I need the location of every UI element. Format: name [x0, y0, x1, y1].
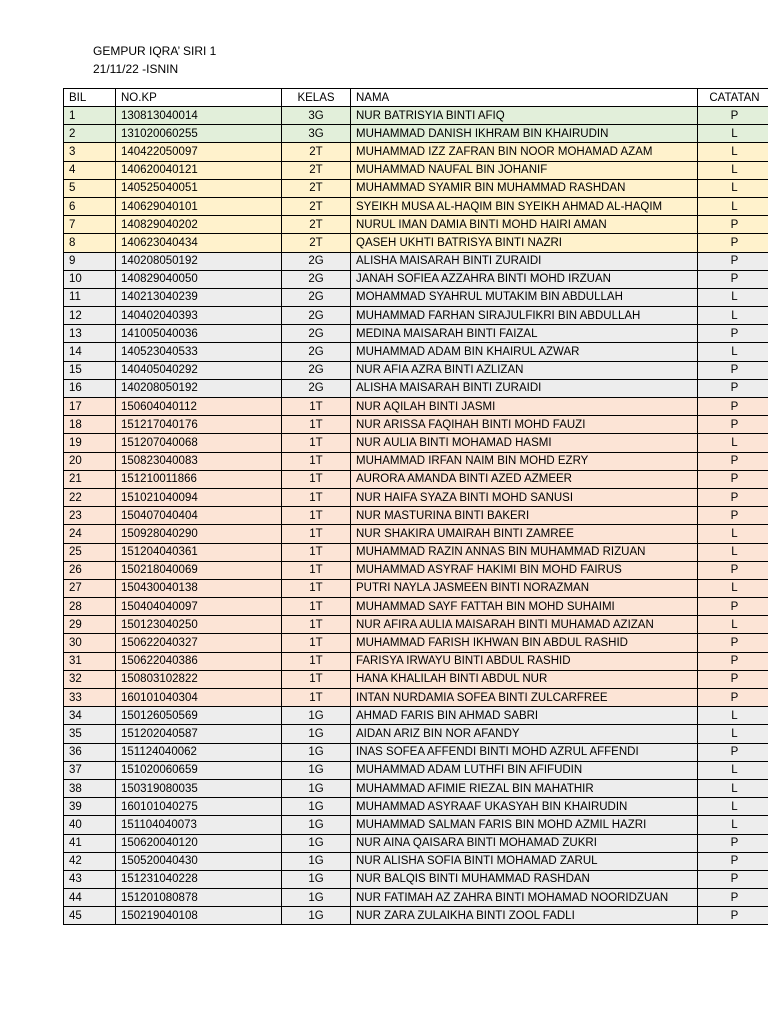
- table-row: [64, 798, 768, 816]
- cell-catatan: L: [698, 179, 768, 197]
- cell-nokp: 140525040051: [116, 179, 282, 197]
- cell-nokp: 150126050569: [116, 707, 282, 725]
- cell-nama: NUR MASTURINA BINTI BAKERI: [351, 507, 698, 525]
- cell-kelas: 1T: [282, 561, 351, 579]
- cell-nama: MUHAMMAD FARISH IKHWAN BIN ABDUL RASHID: [351, 634, 698, 652]
- cell-nama: MUHAMMAD AFIMIE RIEZAL BIN MAHATHIR: [351, 779, 698, 797]
- cell-nama: NUR ZARA ZULAIKHA BINTI ZOOL FADLI: [351, 907, 698, 925]
- cell-catatan: L: [698, 761, 768, 779]
- table-row: [64, 616, 768, 634]
- cell-bil: 6: [64, 197, 116, 215]
- cell-catatan: L: [698, 525, 768, 543]
- cell-catatan: P: [698, 507, 768, 525]
- cell-bil: 13: [64, 325, 116, 343]
- table-row: [64, 416, 768, 434]
- table-row: [64, 889, 768, 907]
- table-row: [64, 907, 768, 925]
- cell-kelas: 1T: [282, 452, 351, 470]
- cell-nama: AIDAN ARIZ BIN NOR AFANDY: [351, 725, 698, 743]
- cell-nokp: 140405040292: [116, 361, 282, 379]
- cell-bil: 24: [64, 525, 116, 543]
- cell-bil: 9: [64, 252, 116, 270]
- cell-nama: NUR AFIRA AULIA MAISARAH BINTI MUHAMAD AZIZAN: [351, 616, 698, 634]
- cell-nama: MEDINA MAISARAH BINTI FAIZAL: [351, 325, 698, 343]
- table-row: [64, 307, 768, 325]
- cell-bil: 31: [64, 652, 116, 670]
- document-header: [93, 42, 216, 78]
- cell-kelas: 1G: [282, 834, 351, 852]
- cell-catatan: P: [698, 234, 768, 252]
- cell-catatan: L: [698, 197, 768, 215]
- cell-catatan: L: [698, 143, 768, 161]
- cell-bil: 44: [64, 889, 116, 907]
- cell-kelas: 2T: [282, 234, 351, 252]
- cell-nokp: 151201080878: [116, 889, 282, 907]
- cell-nama: MUHAMMAD FARHAN SIRAJULFIKRI BIN ABDULLAH: [351, 307, 698, 325]
- cell-catatan: P: [698, 252, 768, 270]
- cell-nama: MUHAMMAD IZZ ZAFRAN BIN NOOR MOHAMAD AZAM: [351, 143, 698, 161]
- cell-catatan: P: [698, 907, 768, 925]
- cell-kelas: 1T: [282, 579, 351, 597]
- cell-catatan: L: [698, 125, 768, 143]
- table-row: [64, 197, 768, 215]
- cell-kelas: 1G: [282, 889, 351, 907]
- column-header-catatan: CATATAN: [698, 89, 768, 107]
- table-row: [64, 488, 768, 506]
- cell-catatan: L: [698, 707, 768, 725]
- cell-bil: 32: [64, 670, 116, 688]
- cell-nokp: 140208050192: [116, 252, 282, 270]
- cell-nokp: 140829040050: [116, 270, 282, 288]
- table-row: [64, 379, 768, 397]
- cell-nokp: 151104040073: [116, 816, 282, 834]
- table-row: [64, 525, 768, 543]
- cell-kelas: 2G: [282, 307, 351, 325]
- cell-nokp: 150404040097: [116, 598, 282, 616]
- cell-kelas: 2G: [282, 325, 351, 343]
- cell-kelas: 1T: [282, 434, 351, 452]
- cell-catatan: L: [698, 543, 768, 561]
- cell-bil: 29: [64, 616, 116, 634]
- cell-bil: 22: [64, 488, 116, 506]
- cell-kelas: 1T: [282, 689, 351, 707]
- cell-bil: 23: [64, 507, 116, 525]
- table-row: [64, 579, 768, 597]
- cell-nokp: 150430040138: [116, 579, 282, 597]
- cell-nama: PUTRI NAYLA JASMEEN BINTI NORAZMAN: [351, 579, 698, 597]
- cell-catatan: L: [698, 579, 768, 597]
- cell-nama: NURUL IMAN DAMIA BINTI MOHD HAIRI AMAN: [351, 216, 698, 234]
- table-row: [64, 470, 768, 488]
- cell-catatan: P: [698, 852, 768, 870]
- table-row: [64, 179, 768, 197]
- cell-nokp: 140213040239: [116, 288, 282, 306]
- cell-catatan: P: [698, 488, 768, 506]
- cell-catatan: P: [698, 634, 768, 652]
- cell-kelas: 1T: [282, 670, 351, 688]
- cell-nokp: 140402040393: [116, 307, 282, 325]
- cell-nokp: 150520040430: [116, 852, 282, 870]
- table-row: [64, 743, 768, 761]
- cell-bil: 5: [64, 179, 116, 197]
- column-header-nama: NAMA: [351, 89, 698, 107]
- cell-bil: 10: [64, 270, 116, 288]
- cell-catatan: P: [698, 325, 768, 343]
- cell-nokp: 151202040587: [116, 725, 282, 743]
- cell-nokp: 150218040069: [116, 561, 282, 579]
- cell-nokp: 150407040404: [116, 507, 282, 525]
- cell-nama: MUHAMMAD ADAM LUTHFI BIN AFIFUDIN: [351, 761, 698, 779]
- cell-kelas: 1T: [282, 507, 351, 525]
- cell-bil: 2: [64, 125, 116, 143]
- cell-nama: MUHAMMAD SYAMIR BIN MUHAMMAD RASHDAN: [351, 179, 698, 197]
- table-row: [64, 761, 768, 779]
- cell-bil: 18: [64, 416, 116, 434]
- column-header-nokp: NO.KP: [116, 89, 282, 107]
- cell-catatan: L: [698, 779, 768, 797]
- table-row: [64, 452, 768, 470]
- cell-bil: 21: [64, 470, 116, 488]
- cell-nama: MUHAMMAD IRFAN NAIM BIN MOHD EZRY: [351, 452, 698, 470]
- document-title: GEMPUR IQRA’ SIRI 1: [93, 44, 217, 58]
- table-row: [64, 234, 768, 252]
- cell-nama: INAS SOFEA AFFENDI BINTI MOHD AZRUL AFFENDI: [351, 743, 698, 761]
- cell-nama: SYEIKH MUSA AL-HAQIM BIN SYEIKH AHMAD AL-HAQIM: [351, 197, 698, 215]
- cell-nama: NUR SHAKIRA UMAIRAH BINTI ZAMREE: [351, 525, 698, 543]
- cell-nokp: 151124040062: [116, 743, 282, 761]
- cell-kelas: 2T: [282, 143, 351, 161]
- cell-bil: 15: [64, 361, 116, 379]
- cell-nokp: 140620040121: [116, 161, 282, 179]
- cell-kelas: 1T: [282, 470, 351, 488]
- cell-nama: MUHAMMAD DANISH IKHRAM BIN KHAIRUDIN: [351, 125, 698, 143]
- cell-nokp: 151020060659: [116, 761, 282, 779]
- cell-kelas: 2T: [282, 161, 351, 179]
- cell-catatan: P: [698, 470, 768, 488]
- cell-nokp: 140829040202: [116, 216, 282, 234]
- cell-nama: JANAH SOFIEA AZZAHRA BINTI MOHD IRZUAN: [351, 270, 698, 288]
- cell-catatan: P: [698, 216, 768, 234]
- cell-kelas: 2G: [282, 361, 351, 379]
- cell-kelas: 1G: [282, 907, 351, 925]
- cell-bil: 28: [64, 598, 116, 616]
- cell-kelas: 1G: [282, 852, 351, 870]
- cell-kelas: 1G: [282, 798, 351, 816]
- cell-nama: NUR BATRISYIA BINTI AFIQ: [351, 107, 698, 125]
- table-row: [64, 852, 768, 870]
- cell-nama: MUHAMMAD ADAM BIN KHAIRUL AZWAR: [351, 343, 698, 361]
- cell-bil: 43: [64, 870, 116, 888]
- cell-nokp: 150219040108: [116, 907, 282, 925]
- cell-kelas: 1T: [282, 598, 351, 616]
- cell-nokp: 150604040112: [116, 398, 282, 416]
- cell-kelas: 1T: [282, 543, 351, 561]
- cell-nokp: 151210011866: [116, 470, 282, 488]
- table-row: [64, 434, 768, 452]
- cell-catatan: L: [698, 798, 768, 816]
- cell-catatan: P: [698, 379, 768, 397]
- cell-bil: 40: [64, 816, 116, 834]
- column-header-bil: BIL: [64, 89, 116, 107]
- cell-kelas: 1G: [282, 725, 351, 743]
- cell-catatan: P: [698, 743, 768, 761]
- table-body: [64, 107, 768, 925]
- cell-nokp: 151204040361: [116, 543, 282, 561]
- cell-nama: NUR HAIFA SYAZA BINTI MOHD SANUSI: [351, 488, 698, 506]
- cell-nama: AHMAD FARIS BIN AHMAD SABRI: [351, 707, 698, 725]
- cell-bil: 19: [64, 434, 116, 452]
- cell-bil: 1: [64, 107, 116, 125]
- cell-kelas: 1T: [282, 398, 351, 416]
- cell-bil: 39: [64, 798, 116, 816]
- cell-catatan: P: [698, 270, 768, 288]
- cell-catatan: P: [698, 416, 768, 434]
- cell-nama: MUHAMMAD SAYF FATTAH BIN MOHD SUHAIMI: [351, 598, 698, 616]
- cell-bil: 41: [64, 834, 116, 852]
- cell-catatan: L: [698, 816, 768, 834]
- cell-kelas: 1T: [282, 652, 351, 670]
- table-row: [64, 652, 768, 670]
- cell-nama: NUR ARISSA FAQIHAH BINTI MOHD FAUZI: [351, 416, 698, 434]
- table-row: [64, 689, 768, 707]
- cell-nama: MUHAMMAD RAZIN ANNAS BIN MUHAMMAD RIZUAN: [351, 543, 698, 561]
- cell-bil: 30: [64, 634, 116, 652]
- cell-nokp: 160101040275: [116, 798, 282, 816]
- table-row: [64, 143, 768, 161]
- cell-nokp: 150620040120: [116, 834, 282, 852]
- table-header-row: [64, 89, 768, 107]
- cell-nama: ALISHA MAISARAH BINTI ZURAIDI: [351, 252, 698, 270]
- cell-nama: NUR AQILAH BINTI JASMI: [351, 398, 698, 416]
- table-row: [64, 161, 768, 179]
- cell-nokp: 150803102822: [116, 670, 282, 688]
- cell-bil: 20: [64, 452, 116, 470]
- cell-catatan: L: [698, 288, 768, 306]
- cell-catatan: L: [698, 343, 768, 361]
- cell-nama: QASEH UKHTI BATRISYA BINTI NAZRI: [351, 234, 698, 252]
- cell-nama: MUHAMMAD NAUFAL BIN JOHANIF: [351, 161, 698, 179]
- cell-nokp: 150928040290: [116, 525, 282, 543]
- table-row: [64, 398, 768, 416]
- cell-catatan: P: [698, 834, 768, 852]
- cell-kelas: 1G: [282, 870, 351, 888]
- cell-nokp: 130813040014: [116, 107, 282, 125]
- cell-bil: 17: [64, 398, 116, 416]
- cell-nama: MOHAMMAD SYAHRUL MUTAKIM BIN ABDULLAH: [351, 288, 698, 306]
- cell-nama: MUHAMMAD ASYRAF HAKIMI BIN MOHD FAIRUS: [351, 561, 698, 579]
- cell-nokp: 150319080035: [116, 779, 282, 797]
- table-row: [64, 252, 768, 270]
- table-row: [64, 107, 768, 125]
- table-row: [64, 779, 768, 797]
- cell-kelas: 2G: [282, 288, 351, 306]
- cell-bil: 11: [64, 288, 116, 306]
- cell-catatan: L: [698, 161, 768, 179]
- cell-bil: 25: [64, 543, 116, 561]
- cell-catatan: P: [698, 361, 768, 379]
- cell-nama: NUR BALQIS BINTI MUHAMMAD RASHDAN: [351, 870, 698, 888]
- table-row: [64, 707, 768, 725]
- document-date: 21/11/22 -ISNIN: [93, 62, 179, 76]
- cell-kelas: 2T: [282, 216, 351, 234]
- table-row: [64, 343, 768, 361]
- cell-nama: NUR ALISHA SOFIA BINTI MOHAMAD ZARUL: [351, 852, 698, 870]
- cell-catatan: L: [698, 434, 768, 452]
- cell-catatan: P: [698, 561, 768, 579]
- cell-nokp: 140523040533: [116, 343, 282, 361]
- cell-nokp: 150823040083: [116, 452, 282, 470]
- cell-bil: 26: [64, 561, 116, 579]
- cell-kelas: 1G: [282, 761, 351, 779]
- cell-bil: 16: [64, 379, 116, 397]
- cell-kelas: 2G: [282, 343, 351, 361]
- cell-nokp: 140208050192: [116, 379, 282, 397]
- cell-catatan: P: [698, 107, 768, 125]
- cell-nokp: 160101040304: [116, 689, 282, 707]
- table-row: [64, 870, 768, 888]
- cell-bil: 14: [64, 343, 116, 361]
- cell-nama: INTAN NURDAMIA SOFEA BINTI ZULCARFREE: [351, 689, 698, 707]
- cell-bil: 3: [64, 143, 116, 161]
- cell-catatan: P: [698, 598, 768, 616]
- cell-kelas: 2G: [282, 252, 351, 270]
- student-roster-table: [63, 88, 768, 925]
- cell-bil: 4: [64, 161, 116, 179]
- cell-bil: 36: [64, 743, 116, 761]
- cell-bil: 12: [64, 307, 116, 325]
- cell-catatan: P: [698, 870, 768, 888]
- cell-kelas: 2T: [282, 179, 351, 197]
- table-row: [64, 834, 768, 852]
- cell-nama: HANA KHALILAH BINTI ABDUL NUR: [351, 670, 698, 688]
- cell-nokp: 140629040101: [116, 197, 282, 215]
- cell-bil: 45: [64, 907, 116, 925]
- cell-catatan: P: [698, 889, 768, 907]
- cell-kelas: 1T: [282, 634, 351, 652]
- cell-nokp: 151207040068: [116, 434, 282, 452]
- table-row: [64, 216, 768, 234]
- cell-bil: 37: [64, 761, 116, 779]
- cell-nama: FARISYA IRWAYU BINTI ABDUL RASHID: [351, 652, 698, 670]
- cell-bil: 33: [64, 689, 116, 707]
- cell-bil: 8: [64, 234, 116, 252]
- cell-nokp: 150123040250: [116, 616, 282, 634]
- table-row: [64, 816, 768, 834]
- column-header-kelas: KELAS: [282, 89, 351, 107]
- cell-catatan: L: [698, 725, 768, 743]
- cell-bil: 38: [64, 779, 116, 797]
- cell-kelas: 1T: [282, 488, 351, 506]
- cell-kelas: 1G: [282, 707, 351, 725]
- cell-catatan: P: [698, 452, 768, 470]
- table-row: [64, 125, 768, 143]
- cell-nokp: 131020060255: [116, 125, 282, 143]
- cell-bil: 7: [64, 216, 116, 234]
- cell-catatan: L: [698, 307, 768, 325]
- cell-kelas: 1T: [282, 525, 351, 543]
- cell-bil: 27: [64, 579, 116, 597]
- cell-nokp: 150622040386: [116, 652, 282, 670]
- cell-kelas: 2G: [282, 379, 351, 397]
- cell-kelas: 1G: [282, 779, 351, 797]
- table-row: [64, 634, 768, 652]
- table-row: [64, 288, 768, 306]
- cell-nama: NUR AFIA AZRA BINTI AZLIZAN: [351, 361, 698, 379]
- cell-nokp: 141005040036: [116, 325, 282, 343]
- cell-catatan: P: [698, 652, 768, 670]
- cell-nokp: 150622040327: [116, 634, 282, 652]
- table-row: [64, 325, 768, 343]
- cell-nokp: 140623040434: [116, 234, 282, 252]
- table-row: [64, 561, 768, 579]
- cell-nokp: 151021040094: [116, 488, 282, 506]
- cell-kelas: 1G: [282, 743, 351, 761]
- cell-nokp: 151217040176: [116, 416, 282, 434]
- table-row: [64, 270, 768, 288]
- cell-bil: 35: [64, 725, 116, 743]
- cell-kelas: 2G: [282, 270, 351, 288]
- cell-bil: 42: [64, 852, 116, 870]
- table-row: [64, 598, 768, 616]
- cell-catatan: L: [698, 616, 768, 634]
- cell-kelas: 1T: [282, 416, 351, 434]
- table-row: [64, 725, 768, 743]
- cell-catatan: P: [698, 398, 768, 416]
- cell-nama: NUR AINA QAISARA BINTI MOHAMAD ZUKRI: [351, 834, 698, 852]
- cell-kelas: 2T: [282, 197, 351, 215]
- cell-nokp: 140422050097: [116, 143, 282, 161]
- cell-kelas: 3G: [282, 125, 351, 143]
- cell-nama: NUR AULIA BINTI MOHAMAD HASMI: [351, 434, 698, 452]
- cell-kelas: 1T: [282, 616, 351, 634]
- cell-kelas: 1G: [282, 816, 351, 834]
- cell-kelas: 3G: [282, 107, 351, 125]
- cell-nama: ALISHA MAISARAH BINTI ZURAIDI: [351, 379, 698, 397]
- cell-catatan: P: [698, 670, 768, 688]
- table-row: [64, 361, 768, 379]
- table-row: [64, 543, 768, 561]
- cell-nama: MUHAMMAD SALMAN FARIS BIN MOHD AZMIL HAZRI: [351, 816, 698, 834]
- cell-nama: MUHAMMAD ASYRAAF UKASYAH BIN KHAIRUDIN: [351, 798, 698, 816]
- cell-bil: 34: [64, 707, 116, 725]
- table-row: [64, 507, 768, 525]
- cell-nama: NUR FATIMAH AZ ZAHRA BINTI MOHAMAD NOORIDZUAN: [351, 889, 698, 907]
- table-row: [64, 670, 768, 688]
- cell-nokp: 151231040228: [116, 870, 282, 888]
- cell-nama: AURORA AMANDA BINTI AZED AZMEER: [351, 470, 698, 488]
- cell-catatan: P: [698, 689, 768, 707]
